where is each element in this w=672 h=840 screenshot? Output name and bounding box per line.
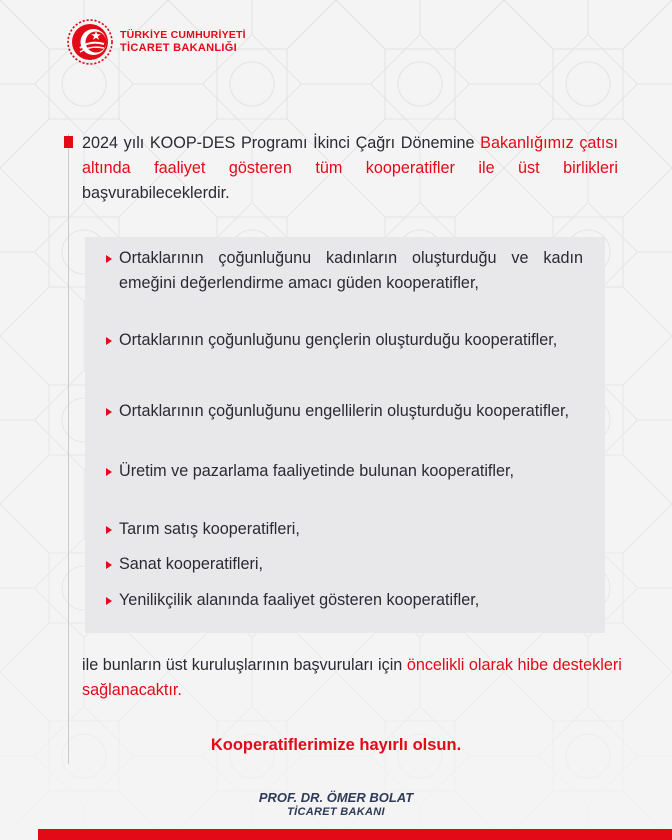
triangle-bullet-icon	[106, 597, 112, 605]
list-item	[119, 552, 583, 577]
list-item-text: Sanat kooperatifleri,	[119, 555, 263, 573]
bottom-red-bar	[38, 829, 672, 840]
closing-highlight: öncelikli olarak hibe destekleri sağlanacaktır.	[82, 656, 622, 699]
intro-paragraph	[82, 131, 618, 206]
signature-name: PROF. DR. ÖMER BOLAT	[258, 790, 414, 805]
closing-paragraph	[82, 653, 622, 703]
section-marker	[64, 136, 73, 148]
list-item	[119, 328, 583, 353]
triangle-bullet-icon	[106, 561, 112, 569]
list-item	[119, 459, 583, 484]
list-item	[119, 399, 583, 424]
wishes-text: Kooperatiflerimize hayırlı olsun.	[210, 736, 462, 754]
left-accent-line	[68, 134, 69, 764]
org-name-line2: TİCARET BAKANLIĞI	[120, 42, 237, 54]
intro-text-1: 2024 yılı KOOP-DES Programı İkinci Çağrı Dönemine	[82, 134, 481, 152]
list-item-text: Ortaklarının çoğunluğunu engellilerin oluşturduğu kooperatifler,	[119, 402, 569, 420]
triangle-bullet-icon	[106, 408, 112, 416]
ministry-name	[120, 29, 246, 55]
triangle-bullet-icon	[106, 468, 112, 476]
triangle-bullet-icon	[106, 337, 112, 345]
closing-text: ile bunların üst kuruluşlarının başvuruları için	[82, 656, 407, 674]
list-item	[119, 246, 583, 296]
intro-text-2: başvurabileceklerdir.	[82, 184, 230, 202]
list-item-text: Üretim ve pazarlama faaliyetinde bulunan kooperatifler,	[119, 462, 515, 480]
list-item	[119, 588, 583, 613]
list-item-text: Ortaklarının çoğunluğunu gençlerin oluşturduğu kooperatifler,	[119, 331, 558, 349]
org-name-line1: TÜRKİYE CUMHURİYETİ	[120, 29, 246, 41]
list-item-text: Yenilikçilik alanında faaliyet gösteren kooperatifler,	[119, 591, 480, 609]
signature-title: TİCARET BAKANI	[287, 806, 385, 818]
triangle-bullet-icon	[106, 526, 112, 534]
list-item	[119, 517, 583, 542]
list-item-text: Ortaklarının çoğunluğunu kadınların oluşturduğu ve kadın emeğini değerlendirme amacı güden kooperatifler,	[119, 249, 583, 292]
list-item-text: Tarım satış kooperatifleri,	[119, 520, 300, 538]
intro-highlight: Bakanlığımız çatısı altında faaliyet gösteren tüm kooperatifler ile üst birlikleri	[82, 134, 619, 177]
ministry-crescent-logo-icon	[66, 18, 114, 66]
triangle-bullet-icon	[106, 255, 112, 263]
